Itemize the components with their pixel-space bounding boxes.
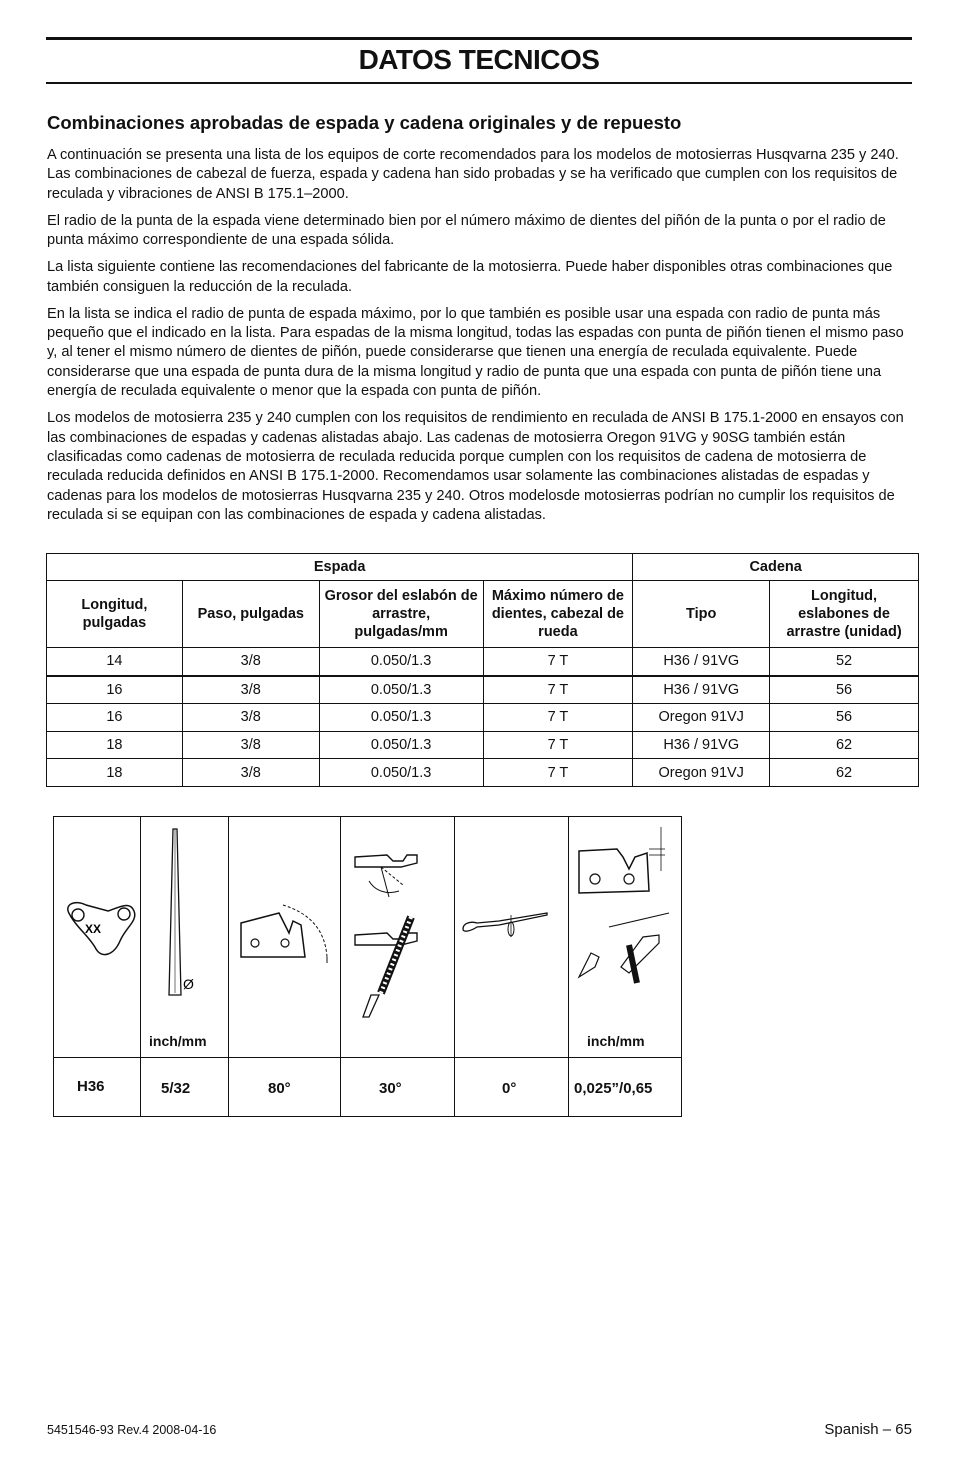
- table-cell: 16: [47, 704, 183, 732]
- table-cell: H36 / 91VG: [633, 648, 770, 676]
- table-cell: H36 / 91VG: [633, 731, 770, 759]
- value-cell-top-plate: [228, 1057, 340, 1116]
- value-cell-filing-angle: [340, 1057, 454, 1116]
- value-cell-holder: [454, 1057, 568, 1116]
- file-diameter-cell: [140, 817, 228, 1057]
- column-header: Paso, pulgadas: [182, 581, 319, 648]
- table-cell: 3/8: [182, 648, 319, 676]
- table-cell: 16: [47, 676, 183, 704]
- table-cell: H36 / 91VG: [633, 676, 770, 704]
- table-cell: 56: [770, 676, 919, 704]
- paragraph: A continuación se presenta una lista de los equipos de corte recomendados para los modelos de motosierras Husqvarna 235 y 240. Las combinaciones de cabezal de fuerza, espada y cadena han sido probadas y se ha verificado que cumplen con los requisitos de reculada y vibraciones de ANSI B 175.1–2000.: [47, 147, 899, 202]
- column-header: Longitud, eslabones de arrastre (unidad): [770, 581, 919, 648]
- section-body: [47, 146, 913, 533]
- chain-type-value: H36: [77, 1078, 105, 1095]
- table-cell: 62: [770, 759, 919, 787]
- table-cell: 3/8: [182, 731, 319, 759]
- chain-link-icon: [54, 817, 140, 1057]
- group-header-cadena: Cadena: [633, 554, 919, 581]
- table-cell: 7 T: [483, 648, 633, 676]
- paragraph: Los modelos de motosierra 235 y 240 cumplen con los requisitos de rendimiento en reculada de ANSI B 175.1-2000 en ensayos con las combinaciones de espadas y cadenas alistadas abajo. Las cadenas de motosierra Oregon 91VG y 90SG también están clasificadas como cadenas de motosierra de reculada reducida porque cumplen con los requisitos de cadena de motosierra de reculada reducida definidos en ANSI B 175.1-2000. Recomendamos usar solamente las combinaciones alistadas de espadas y cadenas para los modelos de motosierras Husqvarna 235 y 240. Otros modelosde motosierras podrían no cumplir los requisitos de reculada si se equipan con las combinaciones de espada y cadena alistadas.: [47, 410, 904, 524]
- table-cell: 52: [770, 648, 919, 676]
- table-cell: 7 T: [483, 731, 633, 759]
- table-cell: Oregon 91VJ: [633, 704, 770, 732]
- section-heading: Combinaciones aprobadas de espada y cadena originales y de repuesto: [47, 112, 682, 133]
- filing-angle-icon: [341, 817, 455, 1057]
- file-diameter-symbol: Ø: [183, 976, 194, 992]
- page-title: DATOS TECNICOS: [358, 44, 600, 75]
- table-cell: 56: [770, 704, 919, 732]
- group-header-espada: Espada: [47, 554, 633, 581]
- file-holder-cell: [454, 817, 568, 1057]
- sharpening-diagram: [53, 816, 682, 1117]
- cutter-angle-icon: [229, 817, 341, 1057]
- table-cell: 62: [770, 731, 919, 759]
- depth-unit-label: inch/mm: [587, 1033, 645, 1049]
- table-row: [47, 731, 919, 759]
- table-cell: 14: [47, 648, 183, 676]
- chain-link-cell: [54, 817, 140, 1057]
- table-cell: 3/8: [182, 759, 319, 787]
- bar-chain-table: [46, 553, 919, 787]
- depth-gauge-icon: [569, 817, 682, 1057]
- table-cell: 0.050/1.3: [319, 648, 483, 676]
- table-cell: 0.050/1.3: [319, 759, 483, 787]
- paragraph: El radio de la punta de la espada viene determinado bien por el número máximo de dientes del piñón de la punta o por el radio de punta máximo correspondiente de una espada sólida.: [47, 212, 886, 249]
- table-cell: 7 T: [483, 704, 633, 732]
- table-cell: 0.050/1.3: [319, 731, 483, 759]
- value-cell-file: [140, 1057, 228, 1116]
- value-cell-depth: [568, 1057, 681, 1116]
- table-cell: 0.050/1.3: [319, 676, 483, 704]
- header-top-rule: [46, 37, 912, 40]
- filing-angle-cell: [340, 817, 454, 1057]
- paragraph: En la lista se indica el radio de punta de espada máximo, por lo que también es posible usar una espada con radio de punta más pequeño que el indicado en la lista. Para espadas de la misma longitud, todas las espadas con punta de piñón tienen el mismo paso y, al tener el mismo número de dientes de piñón, puede considerarse que tienen una energía de reculada equivalente. Puede considerarse que una espada de punta dura de la misma longitud y radio de punta que una espada con punta de piñón tiene una energía de reculada equivalente o menor que la espada con punta de piñón.: [47, 305, 904, 400]
- table-row: [47, 704, 919, 732]
- table-cell: 18: [47, 731, 183, 759]
- file-holder-icon: [455, 817, 569, 1057]
- table-cell: 7 T: [483, 759, 633, 787]
- table-cell: 7 T: [483, 676, 633, 704]
- holder-angle-value: 0°: [502, 1080, 517, 1097]
- value-cell-chain: [54, 1057, 140, 1116]
- table-cell: 0.050/1.3: [319, 704, 483, 732]
- top-plate-angle-value: 80°: [268, 1080, 291, 1097]
- header-bottom-rule: [46, 82, 912, 84]
- table-cell: Oregon 91VJ: [633, 759, 770, 787]
- file-diameter-value: 5/32: [161, 1080, 191, 1097]
- table-row: [47, 759, 919, 787]
- chain-mark-text: XX: [85, 922, 102, 936]
- document-id: 5451546-93 Rev.4 2008-04-16: [47, 1423, 217, 1437]
- column-header: Grosor del eslabón de arrastre, pulgadas/mm: [319, 581, 483, 648]
- table-cell: 18: [47, 759, 183, 787]
- table-row: [47, 648, 919, 676]
- file-unit-label: inch/mm: [149, 1033, 207, 1049]
- top-plate-angle-cell: [228, 817, 340, 1057]
- column-header: Tipo: [633, 581, 770, 648]
- paragraph: La lista siguiente contiene las recomendaciones del fabricante de la motosierra. Puede haber disponibles otras combinaciones que también consiguen la reducción de la reculada.: [47, 259, 893, 295]
- depth-gauge-cell: [568, 817, 681, 1057]
- table-header-row: [47, 581, 919, 648]
- table-row: [47, 676, 919, 704]
- column-header: Longitud, pulgadas: [47, 581, 183, 648]
- page-number: Spanish – 65: [824, 1421, 912, 1438]
- table-group-header-row: [47, 554, 919, 581]
- table-cell: 3/8: [182, 676, 319, 704]
- filing-angle-value: 30°: [379, 1080, 402, 1097]
- depth-gauge-value: 0,025”/0,65: [574, 1080, 653, 1097]
- round-file-icon: [141, 817, 229, 1057]
- column-header: Máximo número de dientes, cabezal de rueda: [483, 581, 633, 648]
- table-cell: 3/8: [182, 704, 319, 732]
